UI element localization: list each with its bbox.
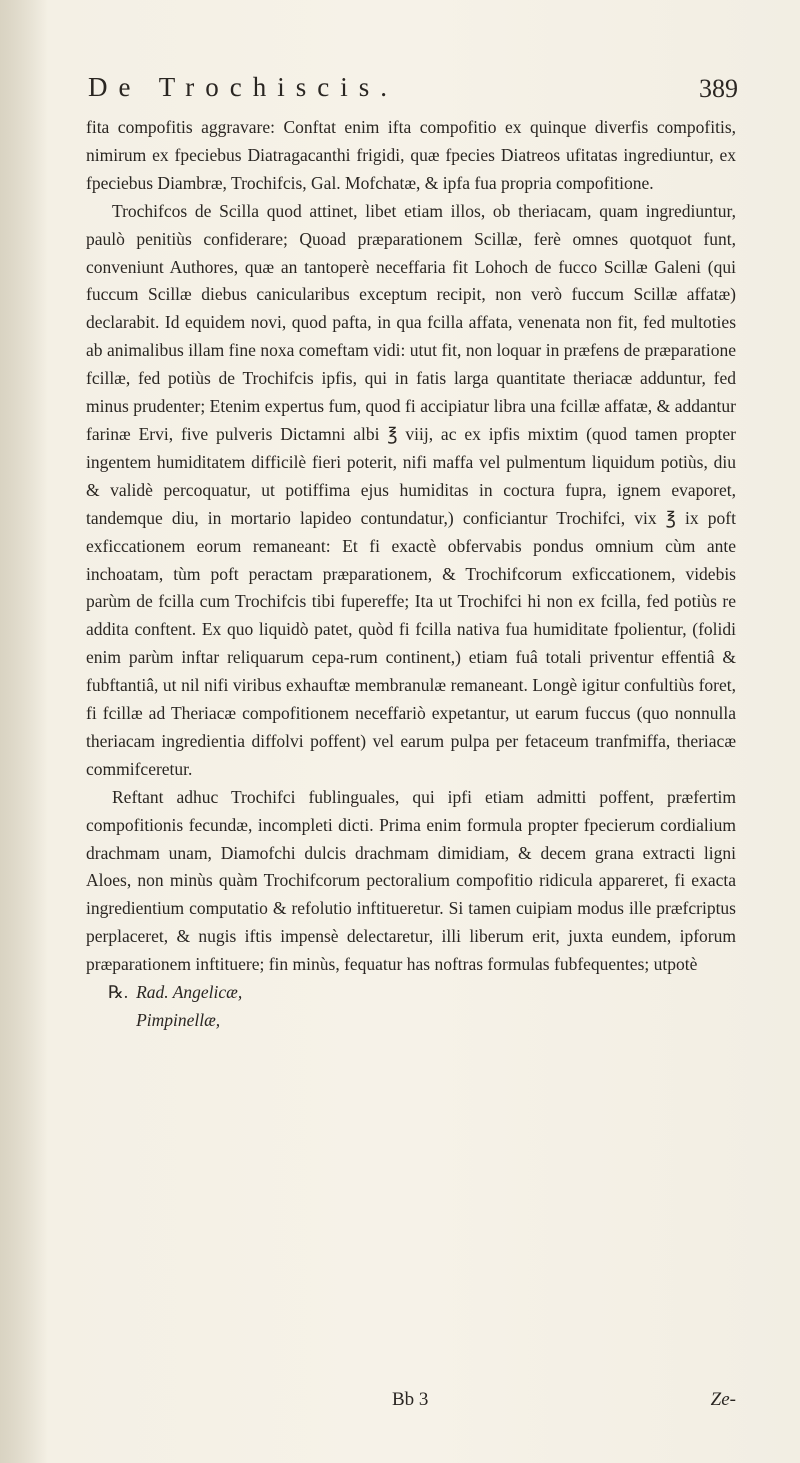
page-footer bbox=[86, 1389, 736, 1419]
body-text bbox=[86, 114, 736, 1035]
page-gutter-shadow bbox=[0, 0, 48, 1463]
signature-mark: Bb 3 bbox=[392, 1389, 429, 1410]
running-head bbox=[88, 72, 738, 112]
recipe-block bbox=[86, 979, 736, 1035]
recipe-ingredient: Pimpinellæ, bbox=[136, 1010, 221, 1030]
paragraph-1: fita compofitis aggravare: Conftat enim ifta compofitio ex quinque diverfis compofitis, nimirum ex fpeciebus Diatragacanthi frigidi, quæ fpecies Diatreos ufitatas ingrediuntur, ex fpeciebus Diambræ, Trochifcis, Gal. Mofchatæ, & ipfa fua propria compofitione. bbox=[86, 117, 736, 193]
catchword: Ze- bbox=[710, 1389, 736, 1410]
running-title: De Trochiscis. bbox=[88, 72, 399, 102]
recipe-ingredient: Rad. Angelicæ, bbox=[136, 982, 243, 1003]
recipe-line bbox=[108, 1007, 736, 1035]
paragraph-2: Trochifcos de Scilla quod attinet, libet etiam illos, ob theriacam, quam ingrediuntur, paulò penitiùs confiderare; Quoad præparationem Scillæ, ferè omnes quotquot funt, conveniunt Authores, quæ an tantoperè neceffaria fit Lohoch de fucco Scillæ Galeni (qui fuccum Scillæ diebus canicularibus exceptum recipit, non verò fuccum Scillæ affatæ) declarabit. Id equidem novi, quod pafta, in qua fcilla affata, venenata non fit, fed multoties ab animalibus illam fine noxa comeftam vidi: utut fit, non loquar in præfens de præparatione fcillæ, fed potiùs de Trochifcis ipfis, qui in fatis larga quantitate theriacæ adduntur, fed minus prudenter; Etenim expertus fum, quod fi accipiatur libra una fcillæ affatæ, & addantur farinæ Ervi, five pulveris Dictamni albi ℥ viij, ac ex ipfis mixtim (quod tamen propter ingentem humiditatem difficilè fieri poterit, nifi maffa vel pulmentum liquidum potiùs, diu & validè percoquatur, ut potiffima ejus humiditas in coctura fupra, ignem evaporet, tandemque diu, in mortario lapideo contundatur,) conficiantur Trochifci, vix ℥ ix poft exficcationem eorum remaneant: Et fi exactè obfervabis pondus omnium cùm ante inchoatam, tùm poft peractam præparationem, & Trochifcorum exficcationem, videbis parùm de fcilla cum Trochifcis tibi fupereffe; Ita ut Trochifci hi non ex fcilla, fed potiùs re addita conftent. Ex quo liquidò patet, quòd fi fcilla nativa fua humiditate fpolientur, (folidi enim parùm inftar reliquarum cepa-rum continent,) etiam fuâ totali priventur effentiâ & fubftantiâ, ut nil nifi viribus exhauftæ membranulæ remaneant. Longè igitur confultiùs foret, fi fcillæ ad Theriacæ compofitionem neceffariò expetantur, ut earum fuccus (quo nonnulla theriacam ingredientia diffolvi poffent) vel earum pulpa per fetaceum tranfmiffa, theriacæ commifceretur. bbox=[86, 200, 736, 779]
page-number: 389 bbox=[699, 74, 738, 103]
recipe-symbol: ℞. bbox=[108, 982, 129, 1003]
recipe-line bbox=[108, 979, 736, 1007]
paragraph-3: Reftant adhuc Trochifci fublinguales, qui ipfi etiam admitti poffent, præfertim compofitionis fecundæ, incompleti dicti. Prima enim formula propter fpecierum cordialium drachmam unam, Diamofchi dulcis drachmam dimidiam, & decem grana extracti ligni Aloes, non minùs quàm Trochifcorum pectoralium compofitio ridicula appareret, fi exacta ingredientium computatio & refolutio inftitueretur. Si tamen cuipiam modus ille præfcriptus perplaceret, & nugis iftis impensè delectaretur, illi liberum erit, juxta eundem, ipforum præparationem inftituere; fin minùs, fequatur has noftras formulas fubfequentes; utpotè bbox=[86, 786, 736, 975]
